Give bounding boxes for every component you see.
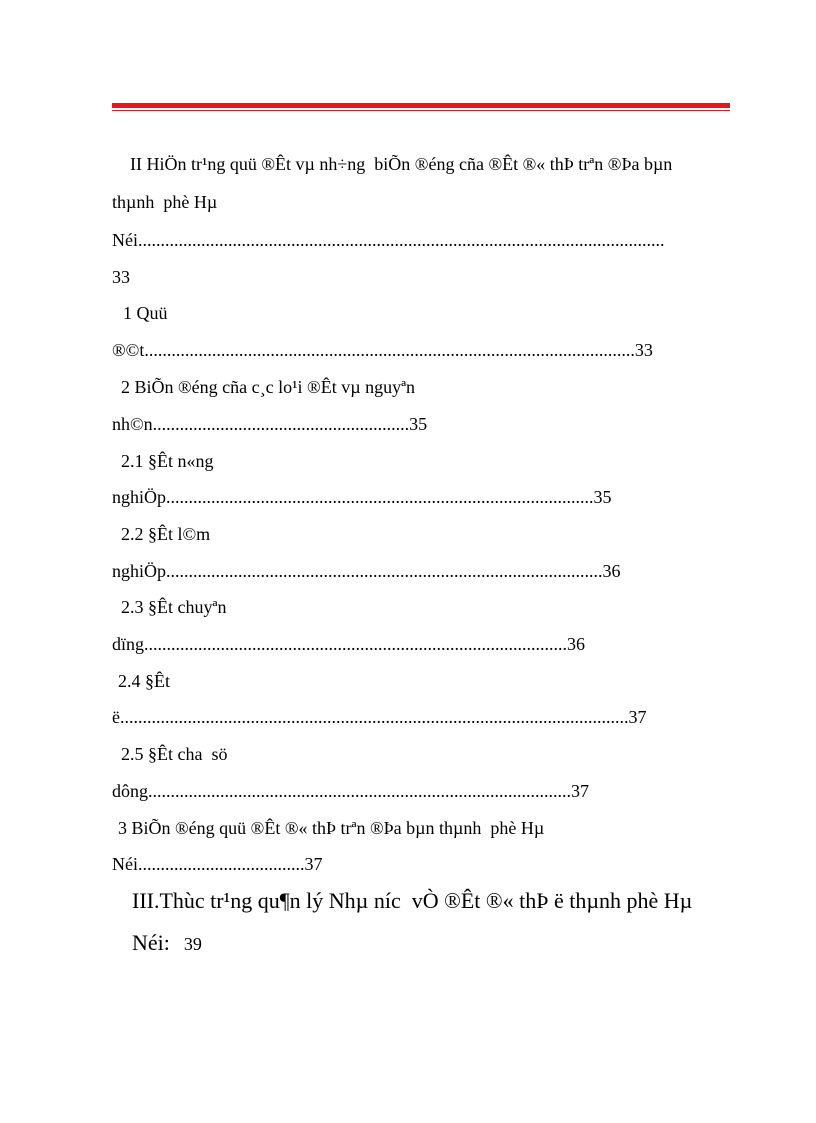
toc-entry-label: 2 BiÕn ®éng cña c¸c lo¹i ®Êt vµ nguyªn [121,377,416,397]
section-heading-line-1: III.Thùc tr¹ng qu¶n lý Nhµ níc vÒ ®Êt ®« thÞ ë thµnh phè Hµ [132,888,693,913]
section-heading-page: 39 [183,934,202,954]
toc-entry-label: 2.2 §Êt l©m [121,524,211,544]
toc-entry-leader-line: ë.................................................................................................................37 [112,707,647,727]
toc-entry-label: 2.5 §Êt cha sö [121,744,228,764]
toc-entry-leader-line: nh©n.........................................................35 [112,414,428,434]
toc-entry-leader-line: Néi..................................................................................................................... [112,230,665,250]
toc-entry-label: 2.3 §Êt chuyªn [121,597,227,617]
toc-entry-label: 2.1 §Êt n«ng [121,451,214,471]
toc-entry-leader-line: Néi.....................................37 [112,854,323,874]
toc-entry-label: 3 BiÕn ®éng quü ®Êt ®« thÞ trªn ®Þa bµn thµnh phè Hµ [118,818,545,838]
toc-entry-leader-line: ®©t.............................................................................................................33 [112,340,653,360]
toc-entry-leader-line: dïng..............................................................................................36 [112,634,586,654]
toc-entry-label: 2.4 §Êt [118,671,170,691]
toc-entry-leader-line: nghiÖp.................................................................................................36 [112,561,621,581]
toc-entry-title-line-1: II HiÖn tr¹ng quü ®Êt vµ nh÷ng biÕn ®éng cña ®Êt ®« thÞ trªn ®Þa bµn [112,154,673,174]
header-rule-thin [112,110,730,111]
toc-entry-page: 33 [112,267,130,287]
toc-entry-leader-line: dông..............................................................................................37 [112,781,589,801]
toc-entry-label: 1 Quü [123,303,168,323]
header-rule-thick [112,103,730,108]
toc-entry-leader-line: nghiÖp...............................................................................................35 [112,487,612,507]
section-heading-text: Néi: [132,930,170,955]
section-heading-line-2 [132,930,772,957]
toc-entry-title-line-2: thµnh phè Hµ [112,192,218,212]
